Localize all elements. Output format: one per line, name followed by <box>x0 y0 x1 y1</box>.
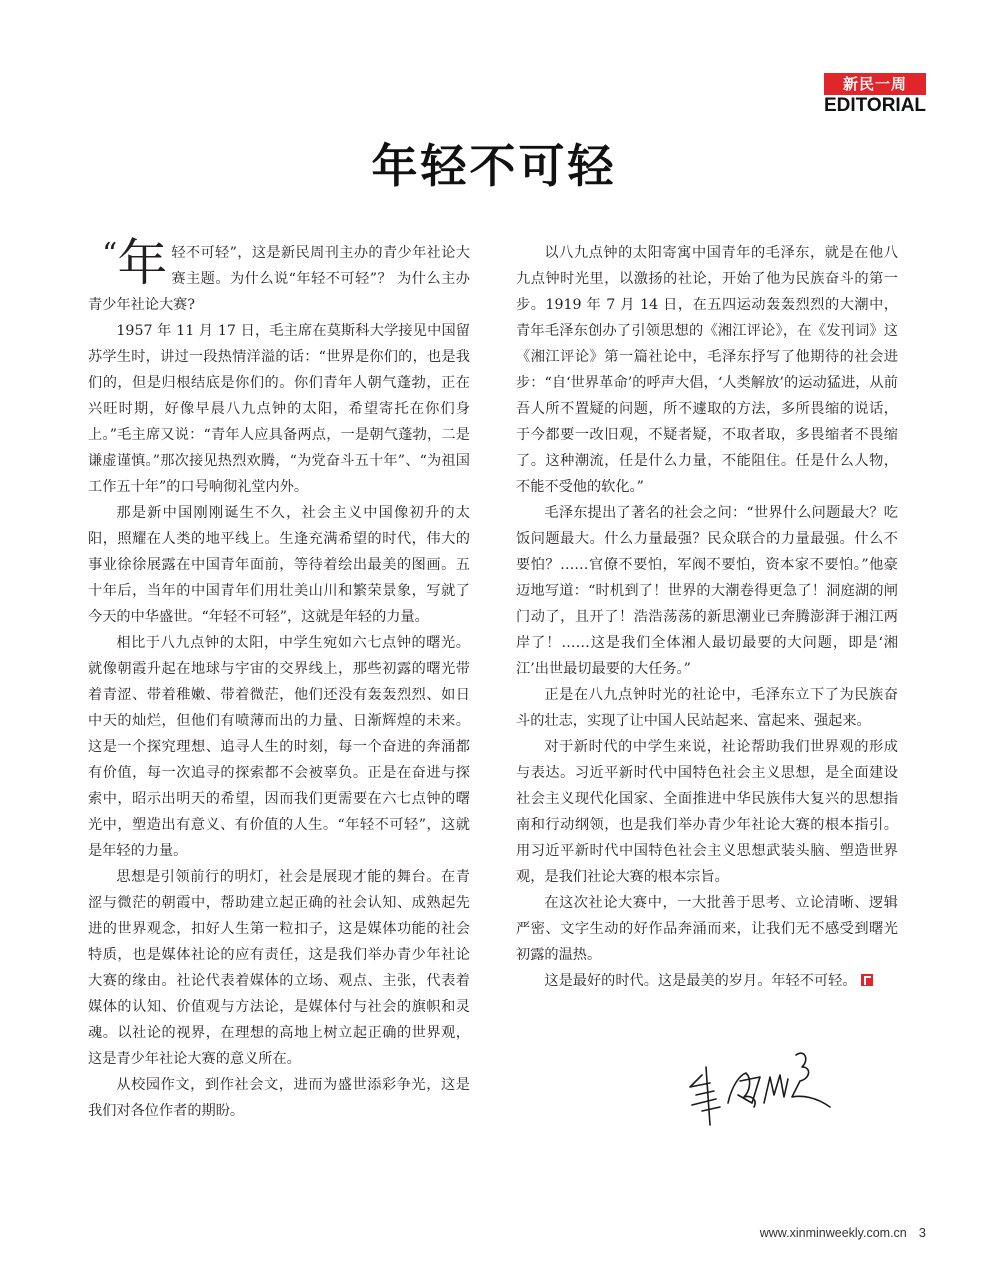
paragraph <box>516 968 898 994</box>
paragraph-text: 轻不可轻”，这是新民周刊主办的青少年社论大赛主题。为什么说“年轻不可轻”？ 为什么主办青少年社论大赛? <box>88 245 470 313</box>
page-footer <box>760 1225 926 1240</box>
paragraph: 相比于八九点钟的太阳，中学生宛如六七点钟的曙光。就像朝霞升起在地球与宇宙的交界线上，那些初露的曙光带着青涩、带着稚嫩、带着微茫，他们还没有轰轰烈烈、如日中天的灿烂，但他们有喷薄而出的力量、日渐辉煌的未来。这是一个探究理想、追寻人生的时刻，每一个奋进的奔涌都有价值，每一次追寻的探索都不会被辜负。正是在奋进与探索中，昭示出明天的希望，因而我们更需要在六七点钟的曙光中，塑造出有意义、有价值的人生。“年轻不可轻”，这就是年轻的力量。 <box>88 635 470 859</box>
page-number: 3 <box>918 1225 926 1240</box>
paragraph <box>88 234 470 318</box>
paragraph: 从校园作文，到作社会文，进而为盛世添彩争光，这是我们对各位作者的期盼。 <box>88 1077 470 1119</box>
paragraph: 正是在八九点钟时光的社论中，毛泽东立下了为民族奋斗的壮志，实现了让中国人民站起来、富起来、强起来。 <box>516 687 898 729</box>
website-url: www.xinminweekly.com.cn <box>759 1226 907 1240</box>
paragraph: 以八九点钟的太阳寄寓中国青年的毛泽东，就是在他八九点钟时光里，以激扬的社论，开始了他为民族奋斗的第一步。1919 年 7 月 14 日，在五四运动轰轰烈烈的大潮中，青年毛泽东创办了引领思想的《湘江评论》，在《发刊词》这《湘江评论》第一篇社论中，毛泽东抒写了他期待的社会进步：“自‘世界革命’的呼声大倡，‘人类解放’的运动猛进，从前吾人所不置疑的问题，所不遽取的方法，多所畏缩的说话，于今都要一改旧观，不疑者疑，不取者取，多畏缩者不畏缩了。这种潮流，任是什么力量，不能阻住。任是什么人物，不能不受他的软化。” <box>516 245 898 495</box>
paragraph: 对于新时代的中学生来说，社论帮助我们世界观的形成与表达。习近平新时代中国特色社会主义思想，是全面建设社会主义现代化国家、全面推进中华民族伟大复兴的思想指南和行动纲领，也是我们举办青少年社论大赛的根本指引。用习近平新时代中国特色社会主义思想武装头脑、塑造世界观，是我们社论大赛的根本宗旨。 <box>516 739 898 885</box>
left-column <box>88 234 470 1124</box>
drop-cap <box>102 234 168 292</box>
paragraph: 那是新中国刚刚诞生不久，社会主义中国像初升的太阳，照耀在人类的地平线上。生逢充满希望的时代，伟大的事业徐徐展露在中国青年面前，等待着绘出最美的图画。五十年后，当年的中国青年们用壮美山川和繁荣景象，写就了今天的中华盛世。“年轻不可轻”，这就是年轻的力量。 <box>88 505 470 625</box>
end-mark-icon <box>861 974 873 986</box>
signature-icon <box>680 1045 840 1135</box>
right-column <box>516 240 898 994</box>
drop-cap-char: 年 <box>117 234 168 292</box>
paragraph: 毛泽东提出了著名的社会之问：“世界什么问题最大？吃饭问题最大。什么力量最强？民众联合的力量最强。什么不要怕？……官僚不要怕，军阀不要怕，资本家不要怕。”他豪迈地写道：“时机到了！世界的大潮卷得更急了！洞庭湖的闸门动了，且开了！浩浩荡荡的新思潮业已奔腾澎湃于湘江两岸了！……这是我们全体湘人最切最要的大问题，即是‘湘江’出世最切最要的大任务。” <box>516 505 898 677</box>
paragraph: 在这次社论大赛中，一大批善于思考、立论清晰、逻辑严密、文字生动的好作品奔涌而来，让我们无不感受到曙光初露的温热。 <box>516 895 898 963</box>
drop-cap-quote: “ <box>102 237 118 272</box>
paragraph: 思想是引领前行的明灯，社会是展现才能的舞台。在青涩与微茫的朝霞中，帮助建立起正确的社会认知、成熟起先进的世界观念，扣好人生第一粒扣子，这是媒体功能的社会特质，也是媒体社论的应有责任，这是我们举办青少年社论大赛的缘由。社论代表着媒体的立场、观点、主张，代表着媒体的认知、价值观与方法论，是媒体付与社会的旗帜和灵魂。以社论的视界，在理想的高地上树立起正确的世界观，这是青少年社论大赛的意义所在。 <box>88 869 470 1067</box>
paragraph: 1957 年 11 月 17 日，毛主席在莫斯科大学接见中国留苏学生时，讲过一段热情洋溢的话：“世界是你们的，也是我们的，但是归根结底是你们的。你们青年人朝气蓬勃，正在兴旺时期，好像早晨八九点钟的太阳，希望寄托在你们身上。”毛主席又说：“青年人应具备两点，一是朝气蓬勃，二是谦虚谨慎。”那次接见热烈欢腾，“为党奋斗五十年”、“为祖国工作五十年”的口号响彻礼堂内外。 <box>88 323 470 495</box>
closing-line: 这是最好的时代。这是最美的岁月。年轻不可轻。 <box>544 973 857 989</box>
brand-logo: 新民一周 <box>824 73 926 95</box>
section-label: EDITORIAL <box>824 95 927 116</box>
article-title: 年轻不可轻 <box>371 139 617 193</box>
masthead <box>824 73 926 117</box>
